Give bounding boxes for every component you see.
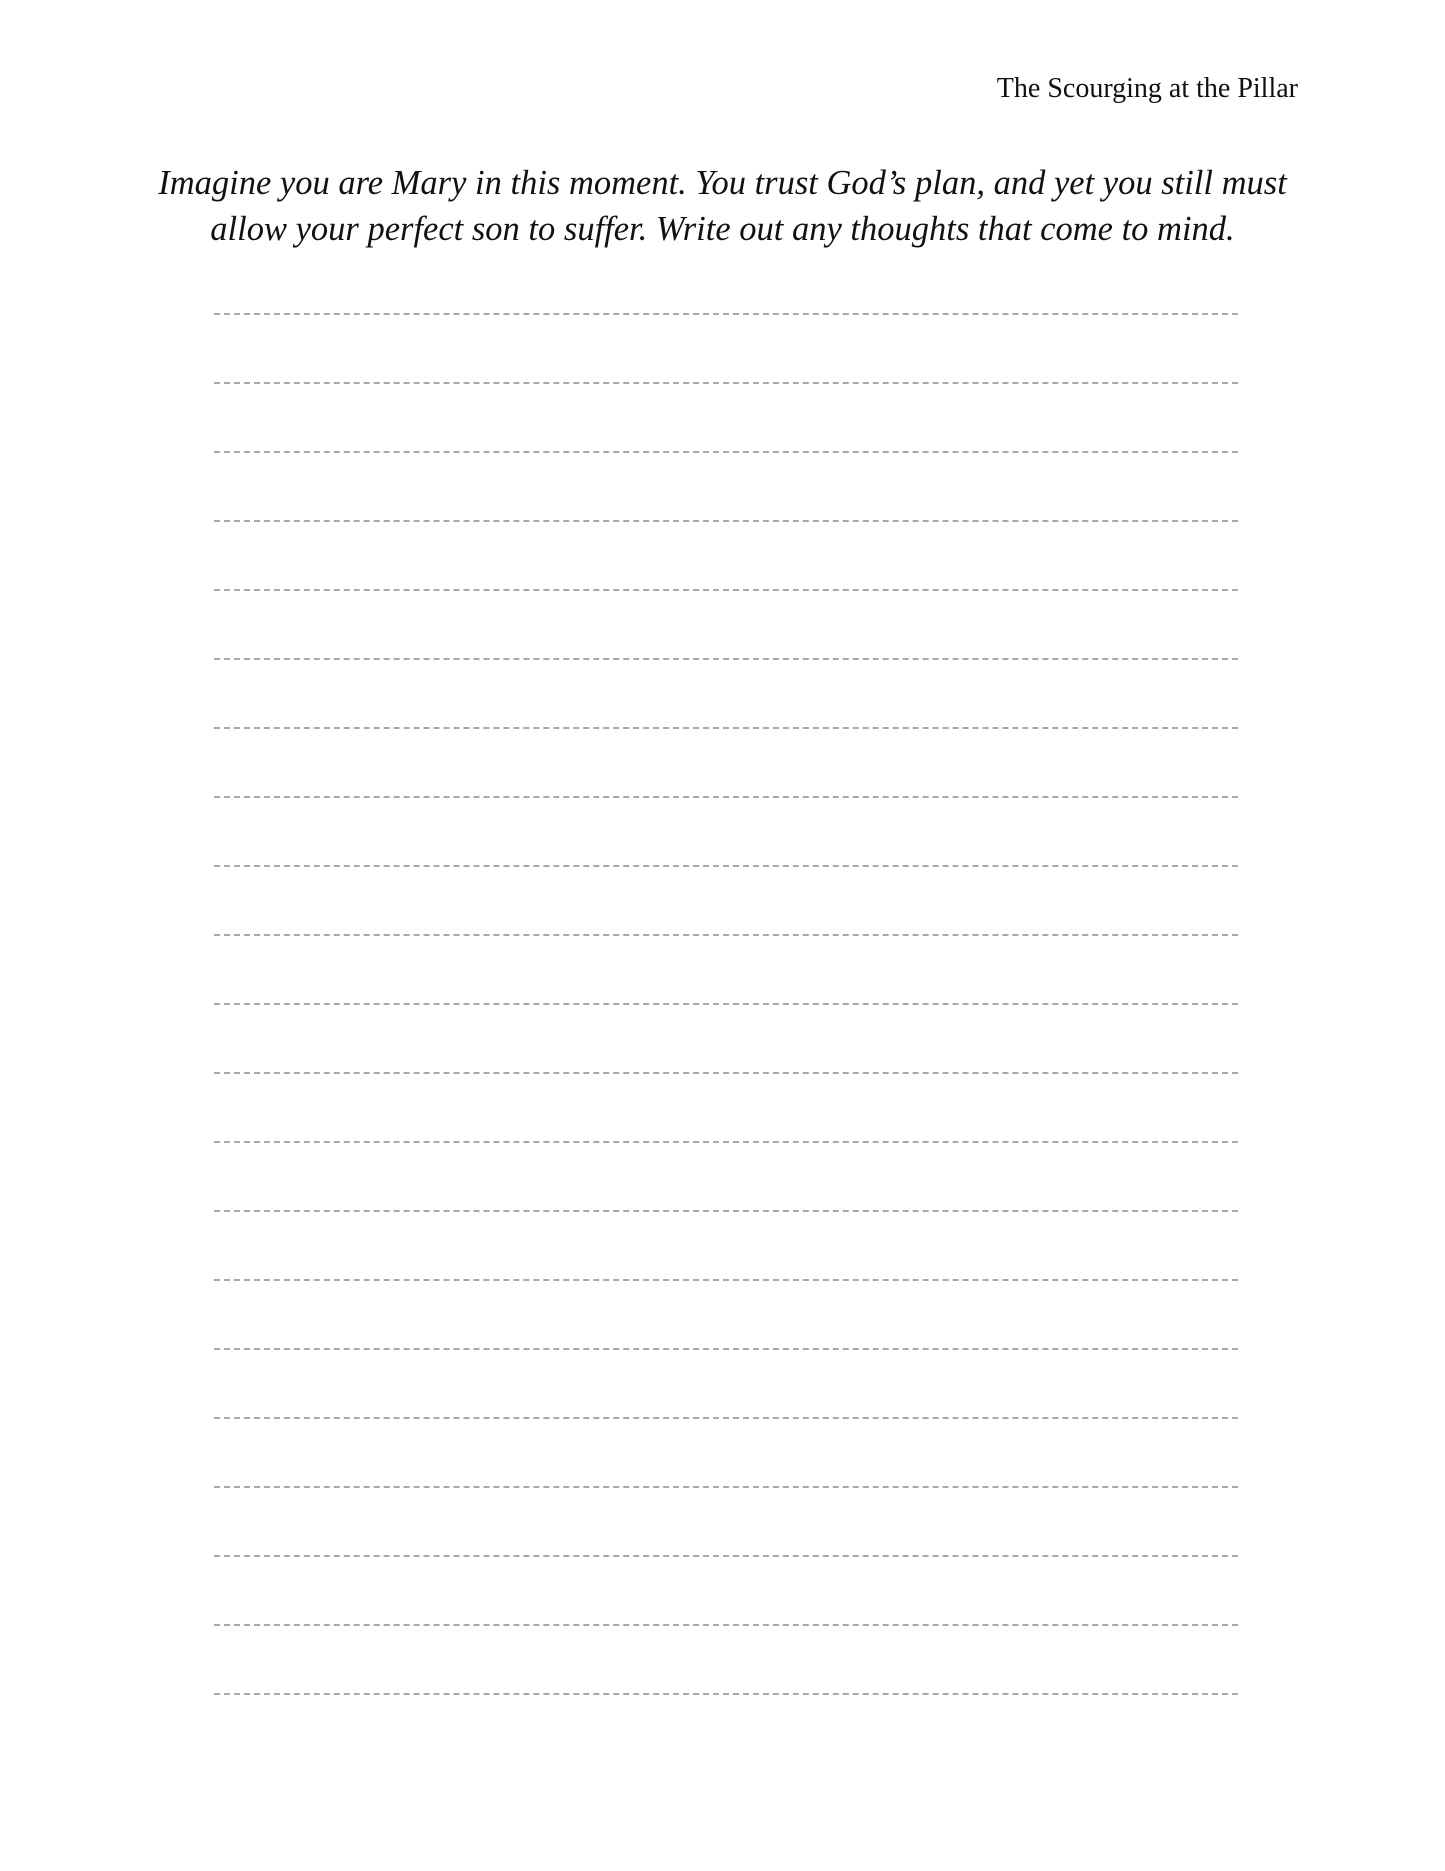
writing-line[interactable] [214,1279,1238,1281]
writing-line[interactable] [214,865,1238,867]
writing-line[interactable] [214,520,1238,522]
writing-line[interactable] [214,727,1238,729]
prompt-line-2: allow your perfect son to suffer. Write out any thoughts that come to mind. [210,210,1235,248]
journal-prompt [100,160,1345,252]
writing-line[interactable] [214,1693,1238,1695]
writing-line[interactable] [214,1624,1238,1626]
writing-line[interactable] [214,313,1238,315]
writing-line[interactable] [214,1003,1238,1005]
prompt-line-1: Imagine you are Mary in this moment. You trust God’s plan, and yet you still must [158,164,1287,202]
writing-line[interactable] [214,1210,1238,1212]
writing-line[interactable] [214,451,1238,453]
writing-line[interactable] [214,1141,1238,1143]
writing-line[interactable] [214,589,1238,591]
writing-line[interactable] [214,1072,1238,1074]
writing-lines[interactable] [214,313,1238,1762]
writing-line[interactable] [214,1555,1238,1557]
writing-line[interactable] [214,796,1238,798]
writing-line[interactable] [214,658,1238,660]
writing-line[interactable] [214,1348,1238,1350]
writing-line[interactable] [214,1417,1238,1419]
writing-line[interactable] [214,382,1238,384]
writing-line[interactable] [214,1486,1238,1488]
page-title: The Scourging at the Pillar [996,73,1298,104]
writing-line[interactable] [214,934,1238,936]
